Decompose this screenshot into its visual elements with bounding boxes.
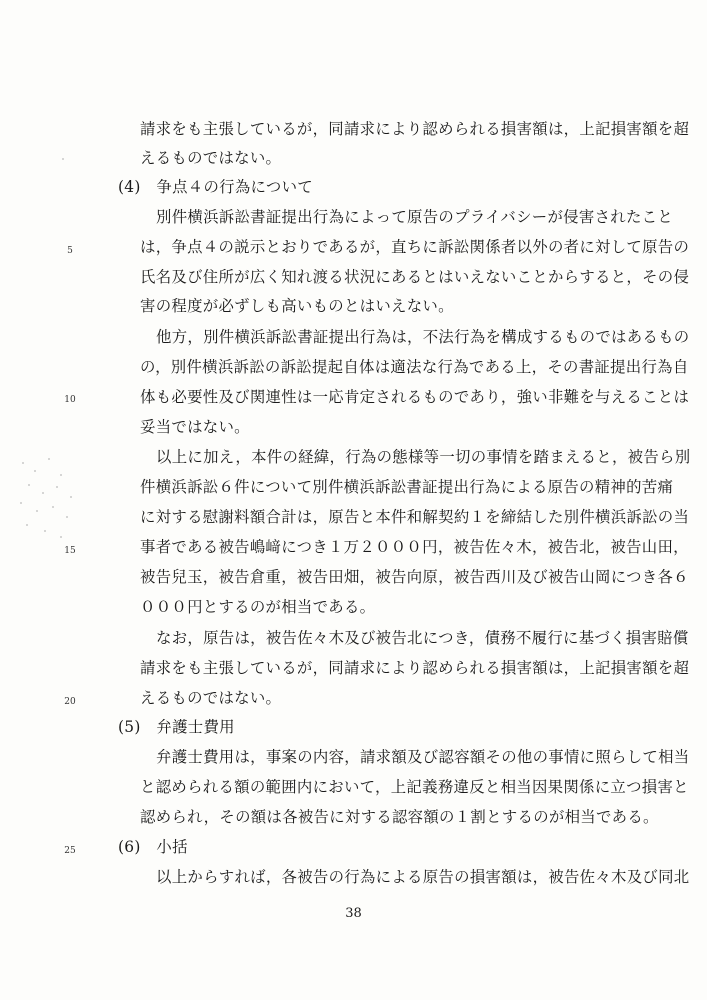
text-line-5: は，争点４の説示とおりであるが，直ちに訴訟関係者以外の者に対して原告の: [140, 238, 690, 256]
text-line-24: 認められ，その額は各被告に対する認容額の１割とするのが相当である。: [140, 808, 659, 826]
text-line-19: 請求をも主張しているが，同請求により認められる損害額は，上記損害額を超: [140, 659, 690, 677]
line-number-10: 10: [64, 395, 76, 405]
line-number-5: 5: [67, 246, 73, 256]
text-line-11: 妥当ではない。: [140, 418, 250, 436]
text-line-6: 氏名及び住所が広く知れ渡る状況にあるとはいえないことからすると，その侵: [140, 268, 690, 286]
text-line-7: 害の程度が必ずしも高いものとはいえない。: [140, 297, 454, 315]
text-line-10: 体も必要性及び関連性は一応肯定されるものであり，強い非難を与えることは: [140, 388, 690, 406]
text-line-12: 以上に加え，本件の経緯，行為の態様等一切の事情を踏まえると，被告ら別: [156, 448, 691, 466]
text-line-16: 被告兒玉，被告倉重，被告田畑，被告向原，被告西川及び被告山岡につき各６: [140, 568, 689, 586]
text-line-23: と認められる額の範囲内において，上記義務違反と相当因果関係に立つ損害と: [140, 778, 689, 796]
text-line-8: 他方，別件横浜訴訟書証提出行為は，不法行為を構成するものではあるもの: [156, 328, 690, 346]
line-number-25: 25: [64, 846, 76, 856]
section-heading-6: (6) 小括: [118, 838, 188, 856]
text-line-13: 件横浜訴訟６件について別件横浜訴訟書証提出行為による原告の精神的苦痛: [140, 478, 674, 496]
text-line-17: ０００円とするのが相当である。: [140, 598, 376, 616]
line-number-20: 20: [64, 697, 76, 707]
section-heading-5: (5) 弁護士費用: [118, 718, 235, 736]
text-line-1: 請求をも主張しているが，同請求により認められる損害額は，上記損害額を超: [140, 120, 690, 138]
text-line-15: 事者である被告嶋﨑につき１万２０００円，被告佐々木，被告北，被告山田，: [140, 538, 689, 556]
text-line-2: えるものではない。: [140, 149, 282, 167]
text-line-22: 弁護士費用は，事案の内容，請求額及び認容額その他の事情に照らして相当: [156, 748, 690, 766]
text-line-18: なお，原告は，被告佐々木及び被告北につき，債務不履行に基づく損害賠償: [156, 629, 689, 647]
line-number-15: 15: [64, 546, 76, 556]
page-number: 38: [345, 906, 362, 921]
text-line-20: えるものではない。: [140, 689, 282, 707]
section-heading-4: (4) 争点４の行為について: [118, 178, 313, 196]
text-line-9: の，別件横浜訴訟の訴訟提起自体は適法な行為である上，その書証提出行為自: [140, 358, 689, 376]
text-line-26: 以上からすれば，各被告の行為による原告の損害額は，被告佐々木及び同北: [156, 868, 690, 886]
text-line-4: 別件横浜訴訟書証提出行為によって原告のプライバシーが侵害されたこと: [156, 208, 674, 226]
text-line-14: に対する慰謝料額合計は，原告と本件和解契約１を締結した別件横浜訴訟の当: [140, 508, 690, 526]
